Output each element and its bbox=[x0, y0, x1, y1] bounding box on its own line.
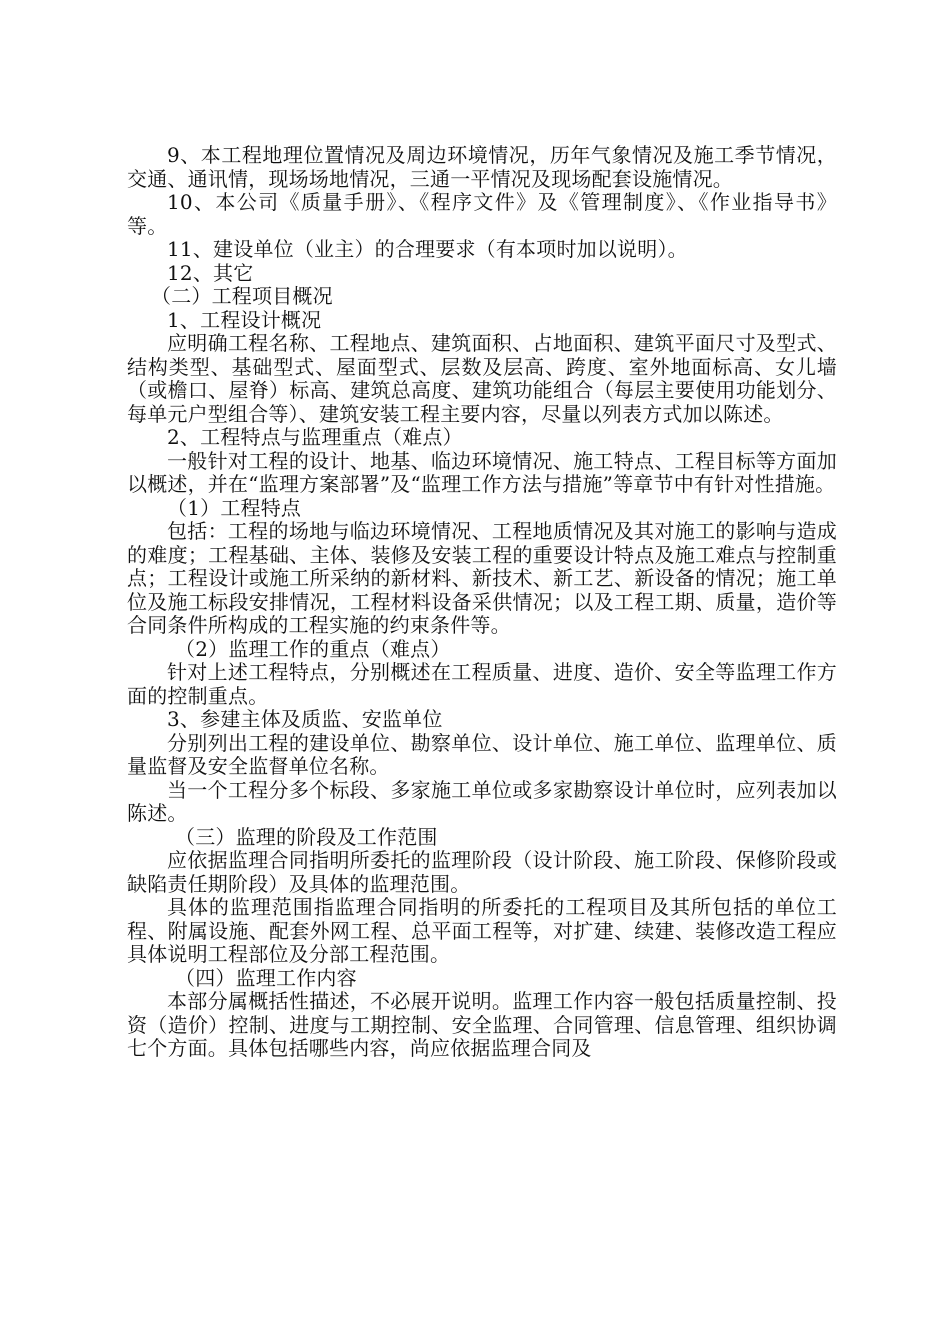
subheading-features: 2、工程特点与监理重点（难点） bbox=[167, 425, 463, 449]
section-heading-3: （三）监理的阶段及工作范围 bbox=[175, 824, 438, 849]
subheading-participants: 3、参建主体及质监、安监单位 bbox=[167, 707, 443, 731]
subheading-project-features: （1）工程特点 bbox=[167, 495, 302, 520]
paragraph-project-features: 包括：工程的场地与临边环境情况、工程地质情况及其对施工的影响与造成的难度；工程基础、主体、装修及安装工程的重要设计特点及施工难点与控制重点；工程设计或施工所采纳的新材料、新技术、新工艺、新设备的情况；施工单位及施工标段安排情况，工程材料设备采供情况；以及工程工期、质量，造价等合同条件所构成的工程实施的约束条件等。 bbox=[127, 519, 837, 637]
paragraph-item-9: 9、本工程地理位置情况及周边环境情况，历年气象情况及施工季节情况，交通、通讯情，现场场地情况，三通一平情况及现场配套设施情况。 bbox=[127, 143, 837, 191]
paragraph-features: 一般针对工程的设计、地基、临边环境情况、施工特点、工程目标等方面加以概述，并在“监理方案部署”及“监理工作方法与措施”等章节中有针对性措施。 bbox=[127, 448, 837, 496]
paragraph-design-overview: 应明确工程名称、工程地点、建筑面积、占地面积、建筑平面尺寸及型式、结构类型、基础型式、屋面型式、层数及层高、跨度、室外地面标高、女儿墙（或檐口、屋脊）标高、建筑总高度、建筑功能组合（每层主要使用功能划分、每单元户型组合等）、建筑安装工程主要内容，尽量以列表方式加以陈述。 bbox=[127, 331, 837, 426]
subheading-key-points: （2）监理工作的重点（难点） bbox=[175, 636, 451, 661]
paragraph-key-points: 针对上述工程特点，分别概述在工程质量、进度、造价、安全等监理工作方面的控制重点。 bbox=[127, 660, 837, 708]
paragraph-work-content: 本部分属概括性描述，不必展开说明。监理工作内容一般包括质量控制、投资（造价）控制、进度与工期控制、安全监理、合同管理、信息管理、组织协调七个方面。具体包括哪些内容，尚应依据监理合同及 bbox=[127, 989, 837, 1060]
document-body bbox=[127, 144, 837, 1061]
paragraph-stages: 应依据监理合同指明所委托的监理阶段（设计阶段、施工阶段、保修阶段或缺陷责任期阶段）及具体的监理范围。 bbox=[127, 848, 837, 896]
paragraph-scope: 具体的监理范围指监理合同指明的所委托的工程项目及其所包括的单位工程、附属设施、配套外网工程、总平面工程等，对扩建、续建、装修改造工程应具体说明工程部位及分部工程范围。 bbox=[127, 895, 837, 966]
section-heading-2: （二）工程项目概况 bbox=[151, 284, 333, 308]
paragraph-item-10: 10、本公司《质量手册》、《程序文件》及《管理制度》、《作业指导书》等。 bbox=[127, 190, 837, 238]
section-heading-4: （四）监理工作内容 bbox=[175, 965, 357, 990]
paragraph-item-12: 12、其它 bbox=[167, 260, 254, 285]
subheading-design-overview: 1、工程设计概况 bbox=[167, 307, 322, 332]
paragraph-multiple-sections: 当一个工程分多个标段、多家施工单位或多家勘察设计单位时，应列表加以陈述。 bbox=[127, 777, 837, 825]
paragraph-item-11: 11、建设单位（业主）的合理要求（有本项时加以说明）。 bbox=[167, 237, 688, 261]
paragraph-participants: 分别列出工程的建设单位、勘察单位、设计单位、施工单位、监理单位、质量监督及安全监督单位名称。 bbox=[127, 730, 837, 778]
